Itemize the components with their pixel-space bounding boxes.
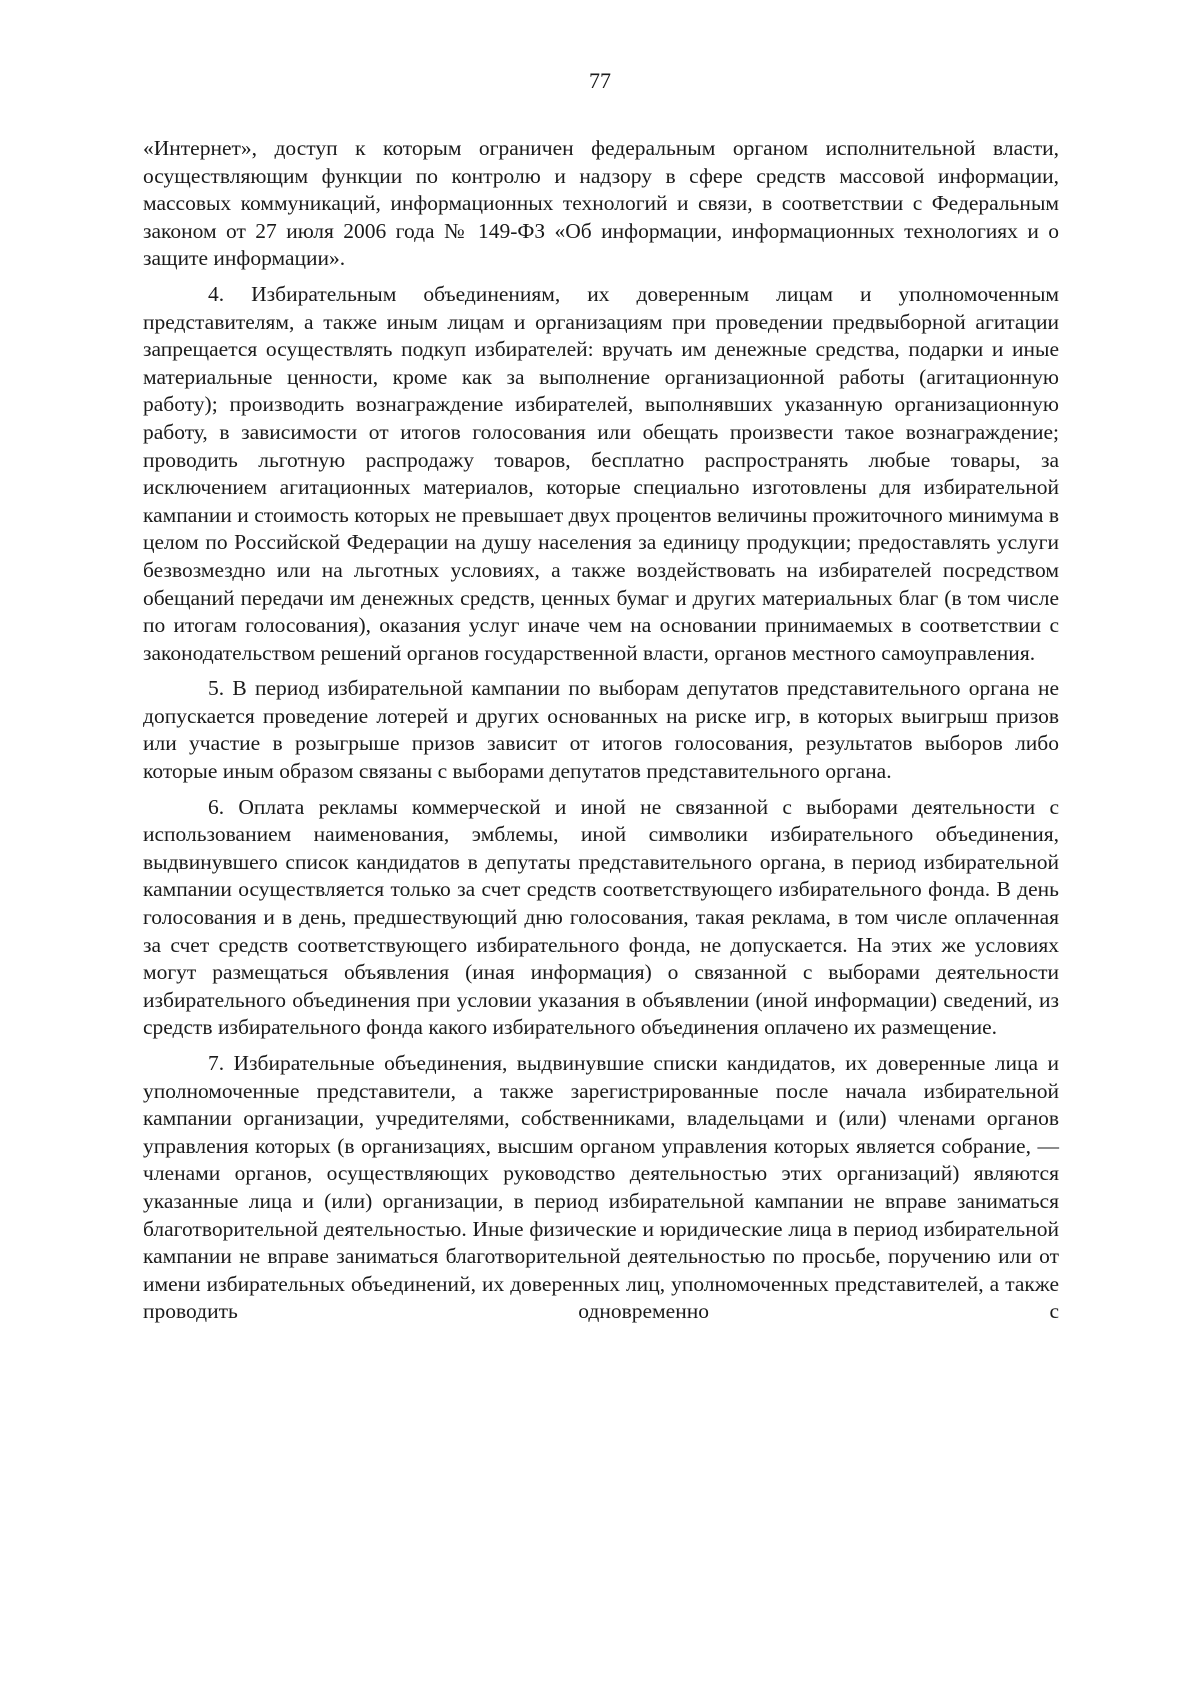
paragraph-continuation: «Интернет», доступ к которым ограничен федеральным органом исполнительной власти, осуществляющим функции по контролю и надзору в сфере средств массовой информации, массовых коммуникаций, информационных технологий и связи, в соответствии с Федеральным законом от 27 июля 2006 года № 149-ФЗ «Об информации, информационных технологиях и о защите информации». [143, 136, 1059, 271]
paragraph-item-6: 6. Оплата рекламы коммерческой и иной не связанной с выборами деятельности с использованием наименования, эмблемы, иной символики избирательного объединения, выдвинувшего список кандидатов в депутаты представительного органа, в период избирательной кампании осуществляется только за счет средств соответствующего избирательного фонда. В день голосования и в день, предшествующий дню голосования, такая реклама, в том числе оплаченная за счет средств соответствующего избирательного фонда, не допускается. На этих же условиях могут размещаться объявления (иная информация) о связанной с выборами деятельности избирательного объединения при условии указания в объявлении (иной информации) сведений, из средств избирательного фонда какого избирательного объединения оплачено их размещение. [143, 794, 1059, 1040]
paragraph-item-4: 4. Избирательным объединениям, их доверенным лицам и уполномоченным представителям, а также иным лицам и организациям при проведении предвыборной агитации запрещается осуществлять подкуп избирателей: вручать им денежные средства, подарки и иные материальные ценности, кроме как за выполнение организационной работы (агитационную работу); производить вознаграждение избирателей, выполнявших указанную организационную работу, в зависимости от итогов голосования или обещать произвести такое вознаграждение; проводить льготную распродажу товаров, бесплатно распространять любые товары, за исключением агитационных материалов, которые специально изготовлены для избирательной кампании и стоимость которых не превышает двух процентов величины прожиточного минимума в целом по Российской Федерации на душу населения за единицу продукции; предоставлять услуги безвозмездно или на льготных условиях, а также воздействовать на избирателей посредством обещаний передачи им денежных средств, ценных бумаг и других материальных благ (в том числе по итогам голосования), оказания услуг иначе чем на основании принимаемых в соответствии с законодательством решений органов государственной власти, органов местного самоуправления. [143, 281, 1059, 665]
paragraph-item-7: 7. Избирательные объединения, выдвинувшие списки кандидатов, их доверенные лица и уполномоченные представители, а также зарегистрированные после начала избирательной кампании организации, учредителями, собственниками, владельцами и (или) членами органов управления которых (в организациях, высшим органом управления которых является собрание, — членами органов, осуществляющих руководство деятельностью этих организаций) являются указанные лица и (или) организации, в период избирательной кампании не вправе заниматься благотворительной деятельностью. Иные физические и юридические лица в период избирательной кампании не вправе заниматься благотворительной деятельностью по просьбе, поручению или от имени избирательных объединений, их доверенных лиц, уполномоченных представителей, а также проводить одновременно с [143, 1051, 1059, 1324]
document-body [143, 135, 1059, 1334]
page-number: 77 [589, 68, 611, 93]
paragraph-item-5: 5. В период избирательной кампании по выборам депутатов представительного органа не допускается проведение лотерей и других основанных на риске игр, в которых выигрыш призов или участие в розыгрыше призов зависит от итогов голосования, результатов выборов либо которые иным образом связаны с выборами депутатов представительного органа. [143, 676, 1059, 784]
